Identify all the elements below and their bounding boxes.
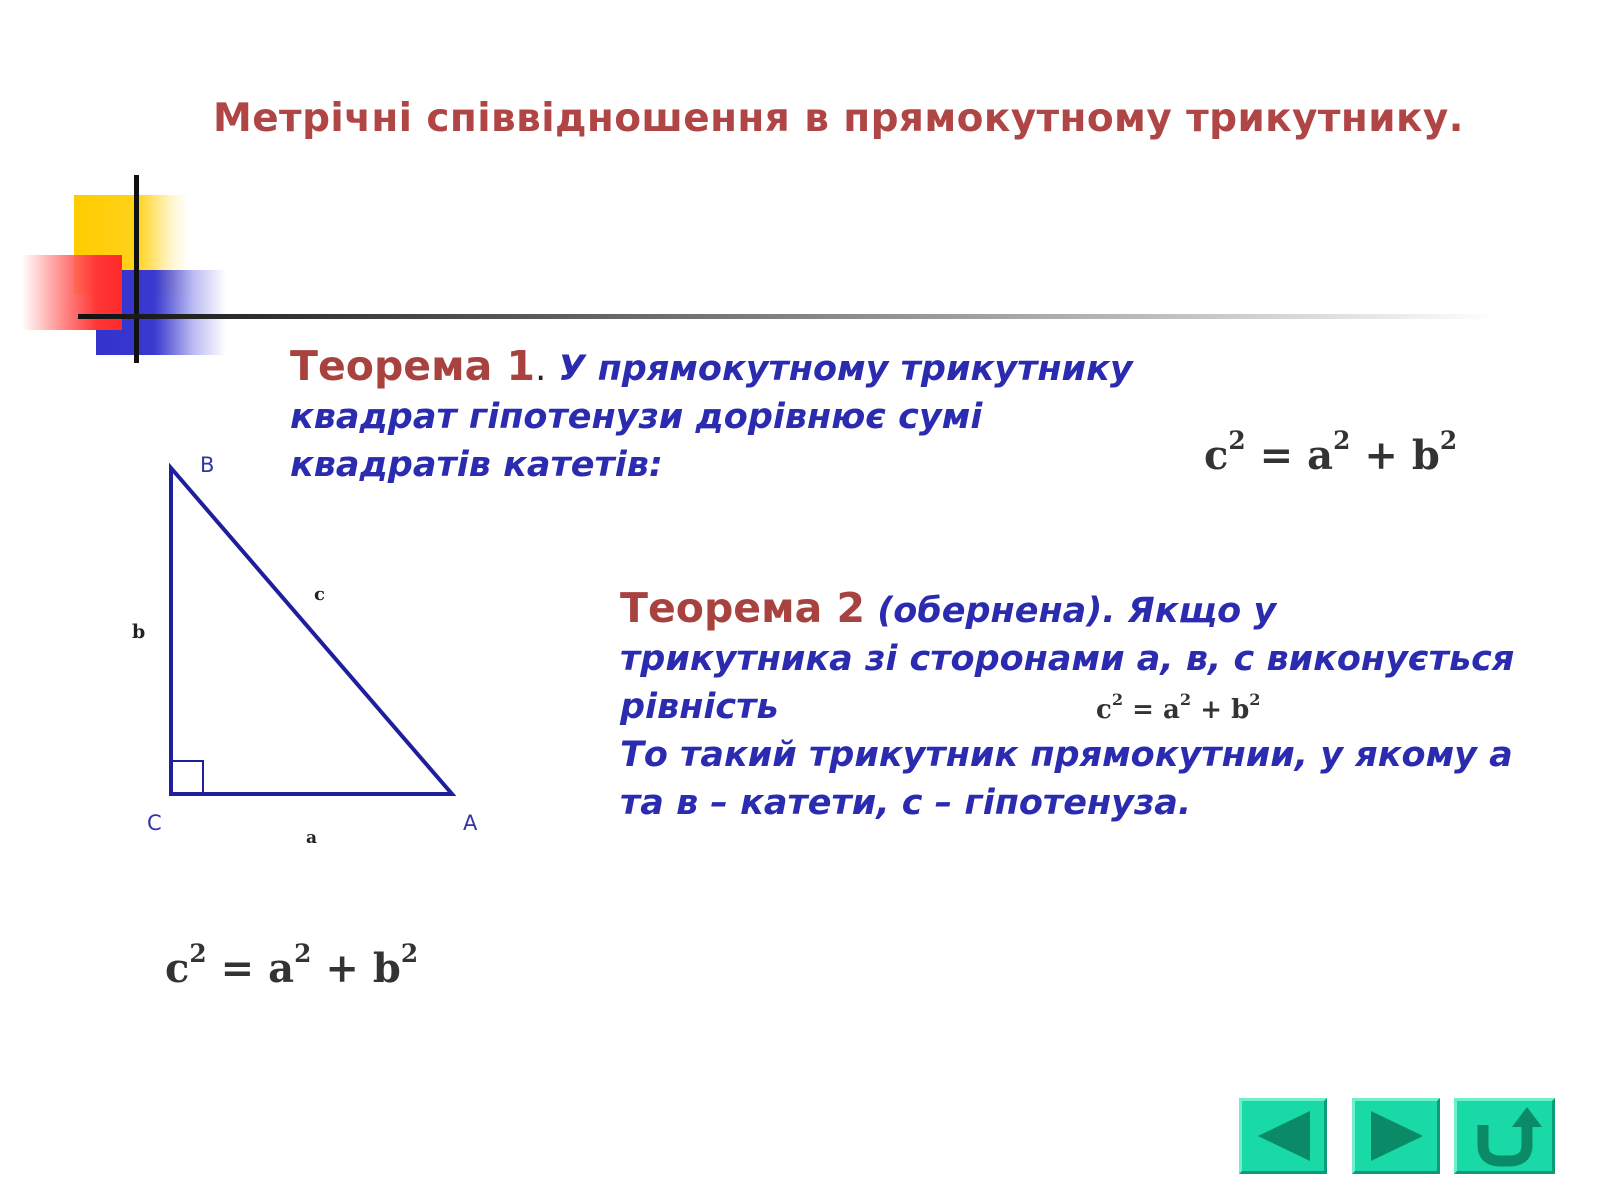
right-angle-marker: [172, 761, 203, 793]
formula-exponent: 2: [1333, 426, 1351, 456]
pythagorean-formula-top: [1204, 426, 1458, 479]
formula-plus: +: [325, 945, 359, 992]
formula-exponent: 2: [1249, 690, 1261, 710]
formula-plus: +: [1200, 695, 1223, 725]
theorem-1-text: У прямокутному трикутнику квадрат гіпотенузи дорівнює сумі квадратів катетів:: [290, 349, 1133, 485]
return-arrow-icon: [1457, 1101, 1552, 1171]
theorem-1-title: Теорема 1: [290, 342, 536, 390]
side-label-a: a: [306, 828, 318, 848]
formula-b: b: [372, 945, 401, 992]
triangle-right-icon: [1355, 1101, 1437, 1171]
formula-exponent: 2: [1179, 690, 1192, 710]
theorem-2-title: Теорема 2: [620, 584, 866, 632]
formula-a: a: [268, 945, 295, 992]
theorem-2-text-part2: То такий трикутник прямокутнии, у якому а та в – катети, с – гіпотенуза.: [620, 735, 1513, 823]
vertex-label-c: C: [147, 811, 162, 835]
formula-equals: =: [1259, 432, 1294, 479]
formula-equals: =: [1132, 695, 1154, 725]
formula-plus: +: [1364, 432, 1398, 479]
formula-exponent: 2: [189, 939, 207, 969]
formula-b: b: [1411, 432, 1440, 479]
right-triangle-diagram: [0, 0, 520, 880]
triangle-outline: [171, 468, 452, 794]
formula-a: a: [1163, 695, 1180, 725]
pythagorean-formula-bottom: [165, 939, 419, 992]
formula-exponent: 2: [1439, 426, 1458, 456]
return-button[interactable]: [1454, 1098, 1555, 1174]
formula-exponent: 2: [1111, 690, 1124, 710]
triangle-left-icon: [1242, 1101, 1324, 1171]
next-slide-button[interactable]: [1352, 1098, 1440, 1174]
vertex-label-b: B: [200, 453, 215, 477]
theorem-2-text-part1: (обернена). Якщо у трикутника зі сторонами а, в, с виконується рівність: [620, 591, 1515, 727]
theorem-2: [620, 584, 1520, 827]
side-label-c: c: [314, 584, 325, 605]
formula-c: c: [1204, 432, 1229, 479]
formula-b: b: [1231, 695, 1250, 725]
formula-exponent: 2: [294, 939, 312, 969]
pythagorean-formula-inline: [1096, 690, 1261, 725]
formula-c: c: [1096, 695, 1112, 725]
side-label-b: b: [132, 621, 146, 643]
formula-exponent: 2: [1228, 426, 1246, 456]
slide-title: Метрічні співвідношення в прямокутному трикутнику.: [213, 96, 1464, 141]
theorem-1-separator: .: [535, 349, 547, 389]
formula-c: c: [165, 945, 190, 992]
formula-equals: =: [220, 945, 255, 992]
formula-exponent: 2: [400, 939, 419, 969]
previous-slide-button[interactable]: [1239, 1098, 1327, 1174]
vertex-label-a: A: [463, 811, 478, 835]
formula-a: a: [1307, 432, 1334, 479]
